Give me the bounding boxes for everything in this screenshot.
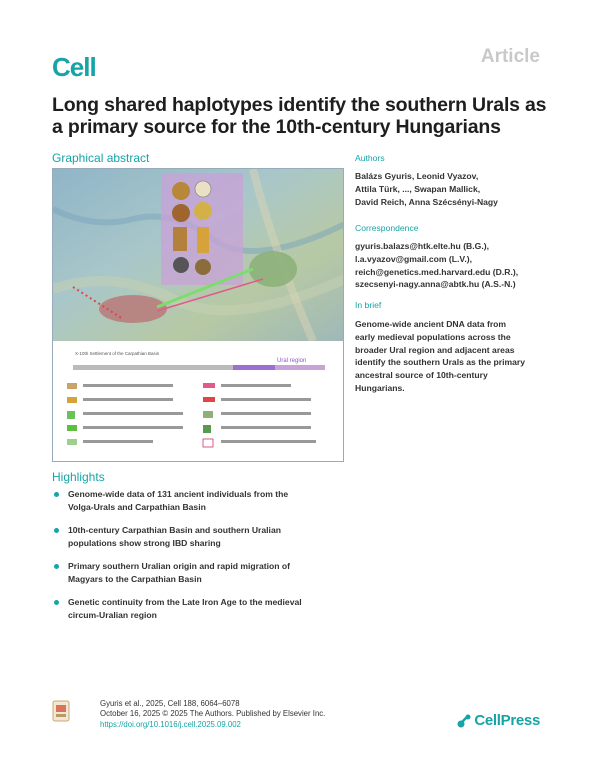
in-brief-text: [355, 318, 555, 395]
highlight-item: Genome-wide data of 131 ancient individuals from the Volga-Urals and Carpathian Basin: [52, 488, 352, 514]
graphical-abstract-heading: Graphical abstract: [52, 151, 150, 165]
graphical-abstract-figure[interactable]: [52, 168, 344, 462]
in-brief-line: ancestral source of 10th-century: [355, 370, 488, 381]
article-type-label: Article: [480, 46, 540, 67]
cellpress-logo-icon: [456, 713, 472, 729]
journal-logo: Cell: [52, 52, 96, 82]
citation-footer: [100, 699, 325, 730]
in-brief-line: Genome-wide ancient DNA data from: [355, 319, 507, 329]
in-brief-line: Hungarians.: [355, 382, 405, 393]
highlight-item: Genetic continuity from the Late Iron Age to the medieval circum-Uralian region: [52, 596, 352, 622]
highlight-item: 10th-century Carpathian Basin and southern Uralian populations show strong IBD sharing: [52, 524, 352, 550]
citation: Gyuris et al., 2025, Cell 188, 6064–6078: [100, 699, 240, 708]
correspondence-email[interactable]: szecsenyi-nagy.anna@abtk.hu (A.S.-N.): [355, 279, 516, 290]
correspondence-heading: Correspondence: [355, 223, 419, 233]
in-brief-line: identify the southern Urals as the primary: [355, 357, 526, 368]
publisher-logo[interactable]: CellPress: [474, 712, 540, 729]
timeline-caption: X-10th Settlement of the Carpathian Basin: [75, 351, 160, 356]
correspondence-email[interactable]: gyuris.balazs@htk.elte.hu (B.G.),: [355, 241, 489, 251]
author-line[interactable]: Balázs Gyuris, Leonid Vyazov,: [355, 171, 479, 181]
date-license: October 16, 2025 © 2025 The Authors. Published by Elsevier Inc.: [100, 709, 326, 719]
in-brief-line: early medieval populations across the: [355, 331, 511, 342]
doi-link[interactable]: https://doi.org/10.1016/j.cell.2025.09.002: [100, 719, 241, 729]
author-line[interactable]: Attila Türk, ..., Swapan Mallick,: [355, 183, 481, 194]
in-brief-heading: In brief: [355, 300, 382, 310]
article-title: Long shared haplotypes identify the southern Urals as a primary source for the 10th-century Hungarians: [52, 94, 547, 138]
highlights-heading: Highlights: [52, 470, 105, 484]
correspondence-list: [355, 240, 555, 291]
correspondence-email[interactable]: reich@genetics.med.harvard.edu (D.R.),: [355, 266, 519, 277]
open-access-icon[interactable]: [52, 700, 70, 722]
graphical-abstract-map: [53, 169, 344, 462]
in-brief-line: broader Ural region and adjacent areas: [355, 344, 515, 355]
authors-heading: Authors: [355, 153, 385, 163]
authors-list: [355, 170, 555, 208]
author-line[interactable]: David Reich, Anna Szécsényi-Nagy: [355, 196, 498, 207]
highlight-item: Primary southern Uralian origin and rapid migration of Magyars to the Carpathian Basin: [52, 560, 352, 586]
timeline-label: Ural region: [277, 358, 307, 364]
highlights-list: [52, 488, 352, 632]
correspondence-email[interactable]: l.a.vyazov@gmail.com (L.V.),: [355, 253, 472, 264]
